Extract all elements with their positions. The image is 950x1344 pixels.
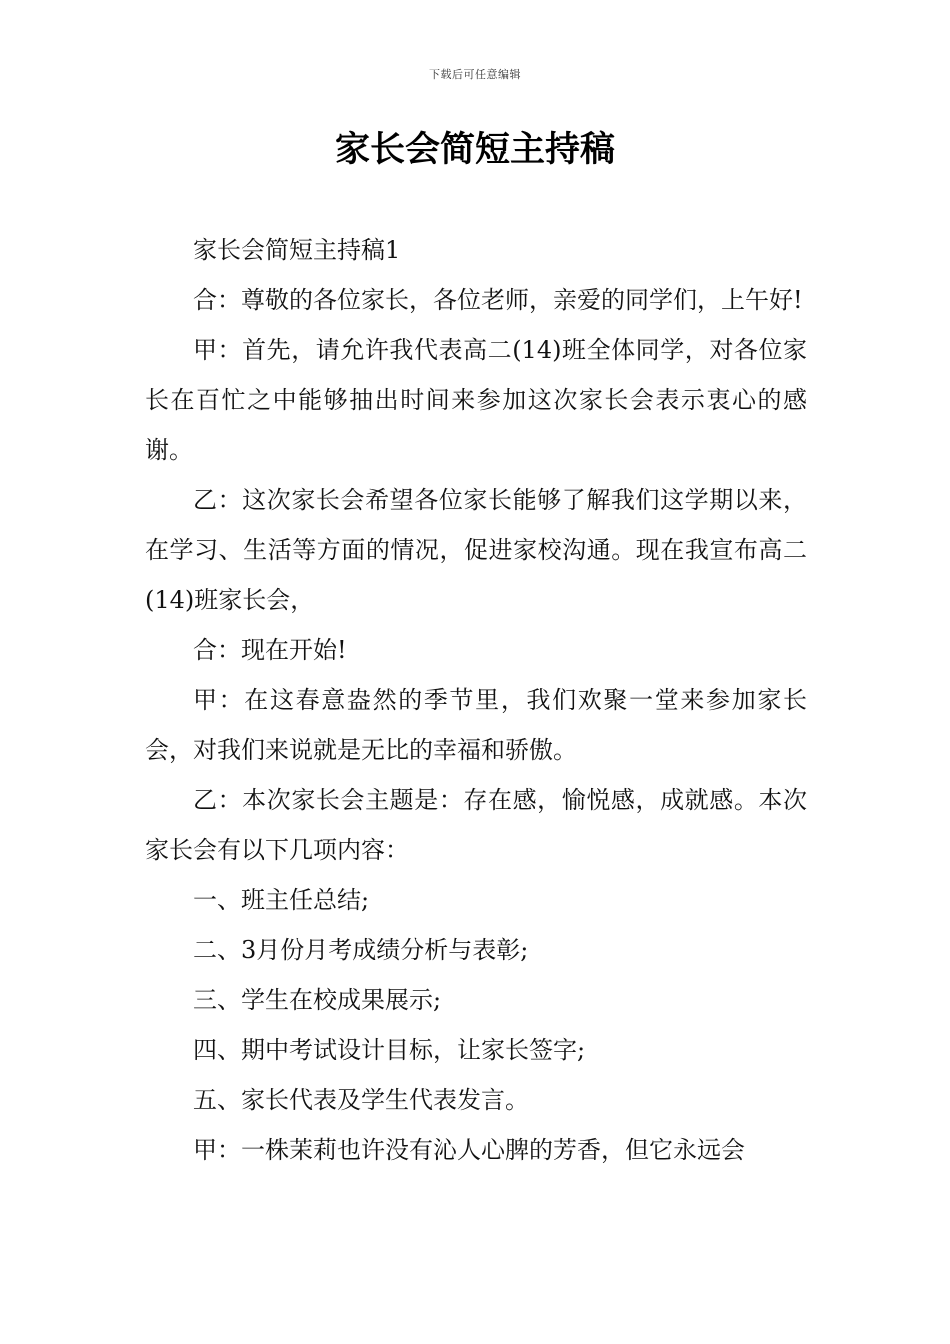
list-item: 五、家长代表及学生代表发言。: [193, 1086, 529, 1114]
list-item: 四、期中考试设计目标，让家长签字;: [193, 1036, 586, 1064]
header-note: 下载后可任意编辑: [429, 68, 521, 81]
list-item: 二、3月份月考成绩分析与表彰;: [193, 936, 529, 964]
paragraph: 乙：本次家长会主题是：存在感，愉悦感，成就感。本次家长会有以下几项内容：: [145, 786, 807, 864]
paragraph: 乙：这次家长会希望各位家长能够了解我们这学期以来，在学习、生活等方面的情况，促进家校沟通。现在我宣布高二(14)班家长会，: [145, 486, 807, 614]
document-body: [145, 225, 807, 1175]
list-item: 三、学生在校成果展示;: [193, 986, 442, 1014]
list-item: 一、班主任总结;: [193, 886, 370, 914]
paragraph: 合：尊敬的各位家长，各位老师，亲爱的同学们，上午好!: [193, 286, 803, 314]
paragraph-subtitle: 家长会简短主持稿1: [193, 236, 401, 264]
paragraph: 甲：在这春意盎然的季节里，我们欢聚一堂来参加家长会，对我们来说就是无比的幸福和骄傲。: [145, 686, 807, 764]
paragraph: 甲：一株茉莉也许没有沁人心脾的芳香，但它永远会: [193, 1136, 745, 1164]
paragraph: 合：现在开始!: [193, 636, 347, 664]
document-title: 家长会简短主持稿: [334, 129, 615, 170]
paragraph: 甲：首先，请允许我代表高二(14)班全体同学，对各位家长在百忙之中能够抽出时间来参加这次家长会表示衷心的感谢。: [145, 336, 807, 464]
